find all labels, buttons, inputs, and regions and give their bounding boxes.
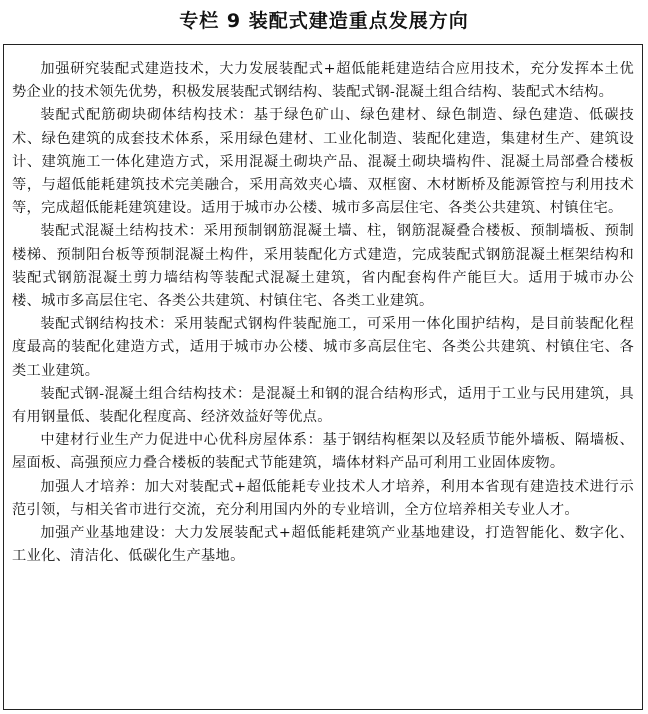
paragraph-youke-system: 中建材行业生产力促进中心优科房屋体系：基于钢结构框架以及轻质节能外墙板、隔墙板、屋面板、高强预应力叠合楼板的装配式节能建筑，墙体材料产品可利用工业固体废物。: [12, 432, 634, 472]
paragraph-masonry-structure: 装配式配筋砌块砌体结构技术：基于绿色矿山、绿色建材、绿色制造、绿色建造、低碳技术、绿色建筑的成套技术体系，采用绿色建材、工业化制造、装配化建造，集建材生产、建筑设计、建筑施工一体化建造方式，采用混凝土砌块产品、混凝土砌块墙构件、混凝土局部叠合楼板等，与超低能耗建筑技术完美融合，采用高效夹心墙、双框窗、木材断桥及能源管控与利用技术等，完成超低能耗建筑建设。适用于城市办公楼、城市多高层住宅、各类公共建筑、村镇住宅。: [12, 107, 634, 217]
paragraph-steel-structure: 装配式钢结构技术：采用装配式钢构件装配施工，可采用一体化围护结构，是目前装配化程度最高的装配化建造方式，适用于城市办公楼、城市多高层住宅、各类公共建筑、村镇住宅、各类工业建筑。: [12, 316, 634, 379]
paragraph-composite-structure: 装配式钢-混凝土组合结构技术：是混凝土和钢的混合结构形式，适用于工业与民用建筑，具有用钢量低、装配化程度高、经济效益好等优点。: [12, 385, 634, 426]
page-title: 专栏 9 装配式建造重点发展方向: [179, 10, 469, 32]
content-box: [3, 44, 643, 710]
paragraph-talent-training: 加强人才培养：加大对装配式+超低能耗专业技术人才培养，利用本省现有建造技术进行示范引领，与相关省市进行交流，充分利用国内外的专业培训，全方位培养相关专业人才。: [12, 478, 634, 518]
paragraph-industrial-base: 加强产业基地建设：大力发展装配式+超低能耗建筑产业基地建设，打造智能化、数字化、工业化、清洁化、低碳化生产基地。: [12, 525, 634, 565]
paragraph-intro: 加强研究装配式建造技术，大力发展装配式+超低能耗建造结合应用技术，充分发挥本土优势企业的技术领先优势，积极发展装配式钢结构、装配式钢-混凝土组合结构、装配式木结构。: [12, 61, 634, 101]
paragraph-concrete-structure: 装配式混凝土结构技术：采用预制钢筋混凝土墙、柱，钢筋混凝叠合楼板、预制墙板、预制楼梯、预制阳台板等预制混凝土构件，采用装配化方式建造，完成装配式钢筋混凝土框架结构和装配式钢筋混凝土剪力墙结构等装配式混凝土建筑，省内配套构件产能巨大。适用于城市办公楼、城市多高层住宅、各类公共建筑、村镇住宅、各类工业建筑。: [12, 223, 634, 310]
